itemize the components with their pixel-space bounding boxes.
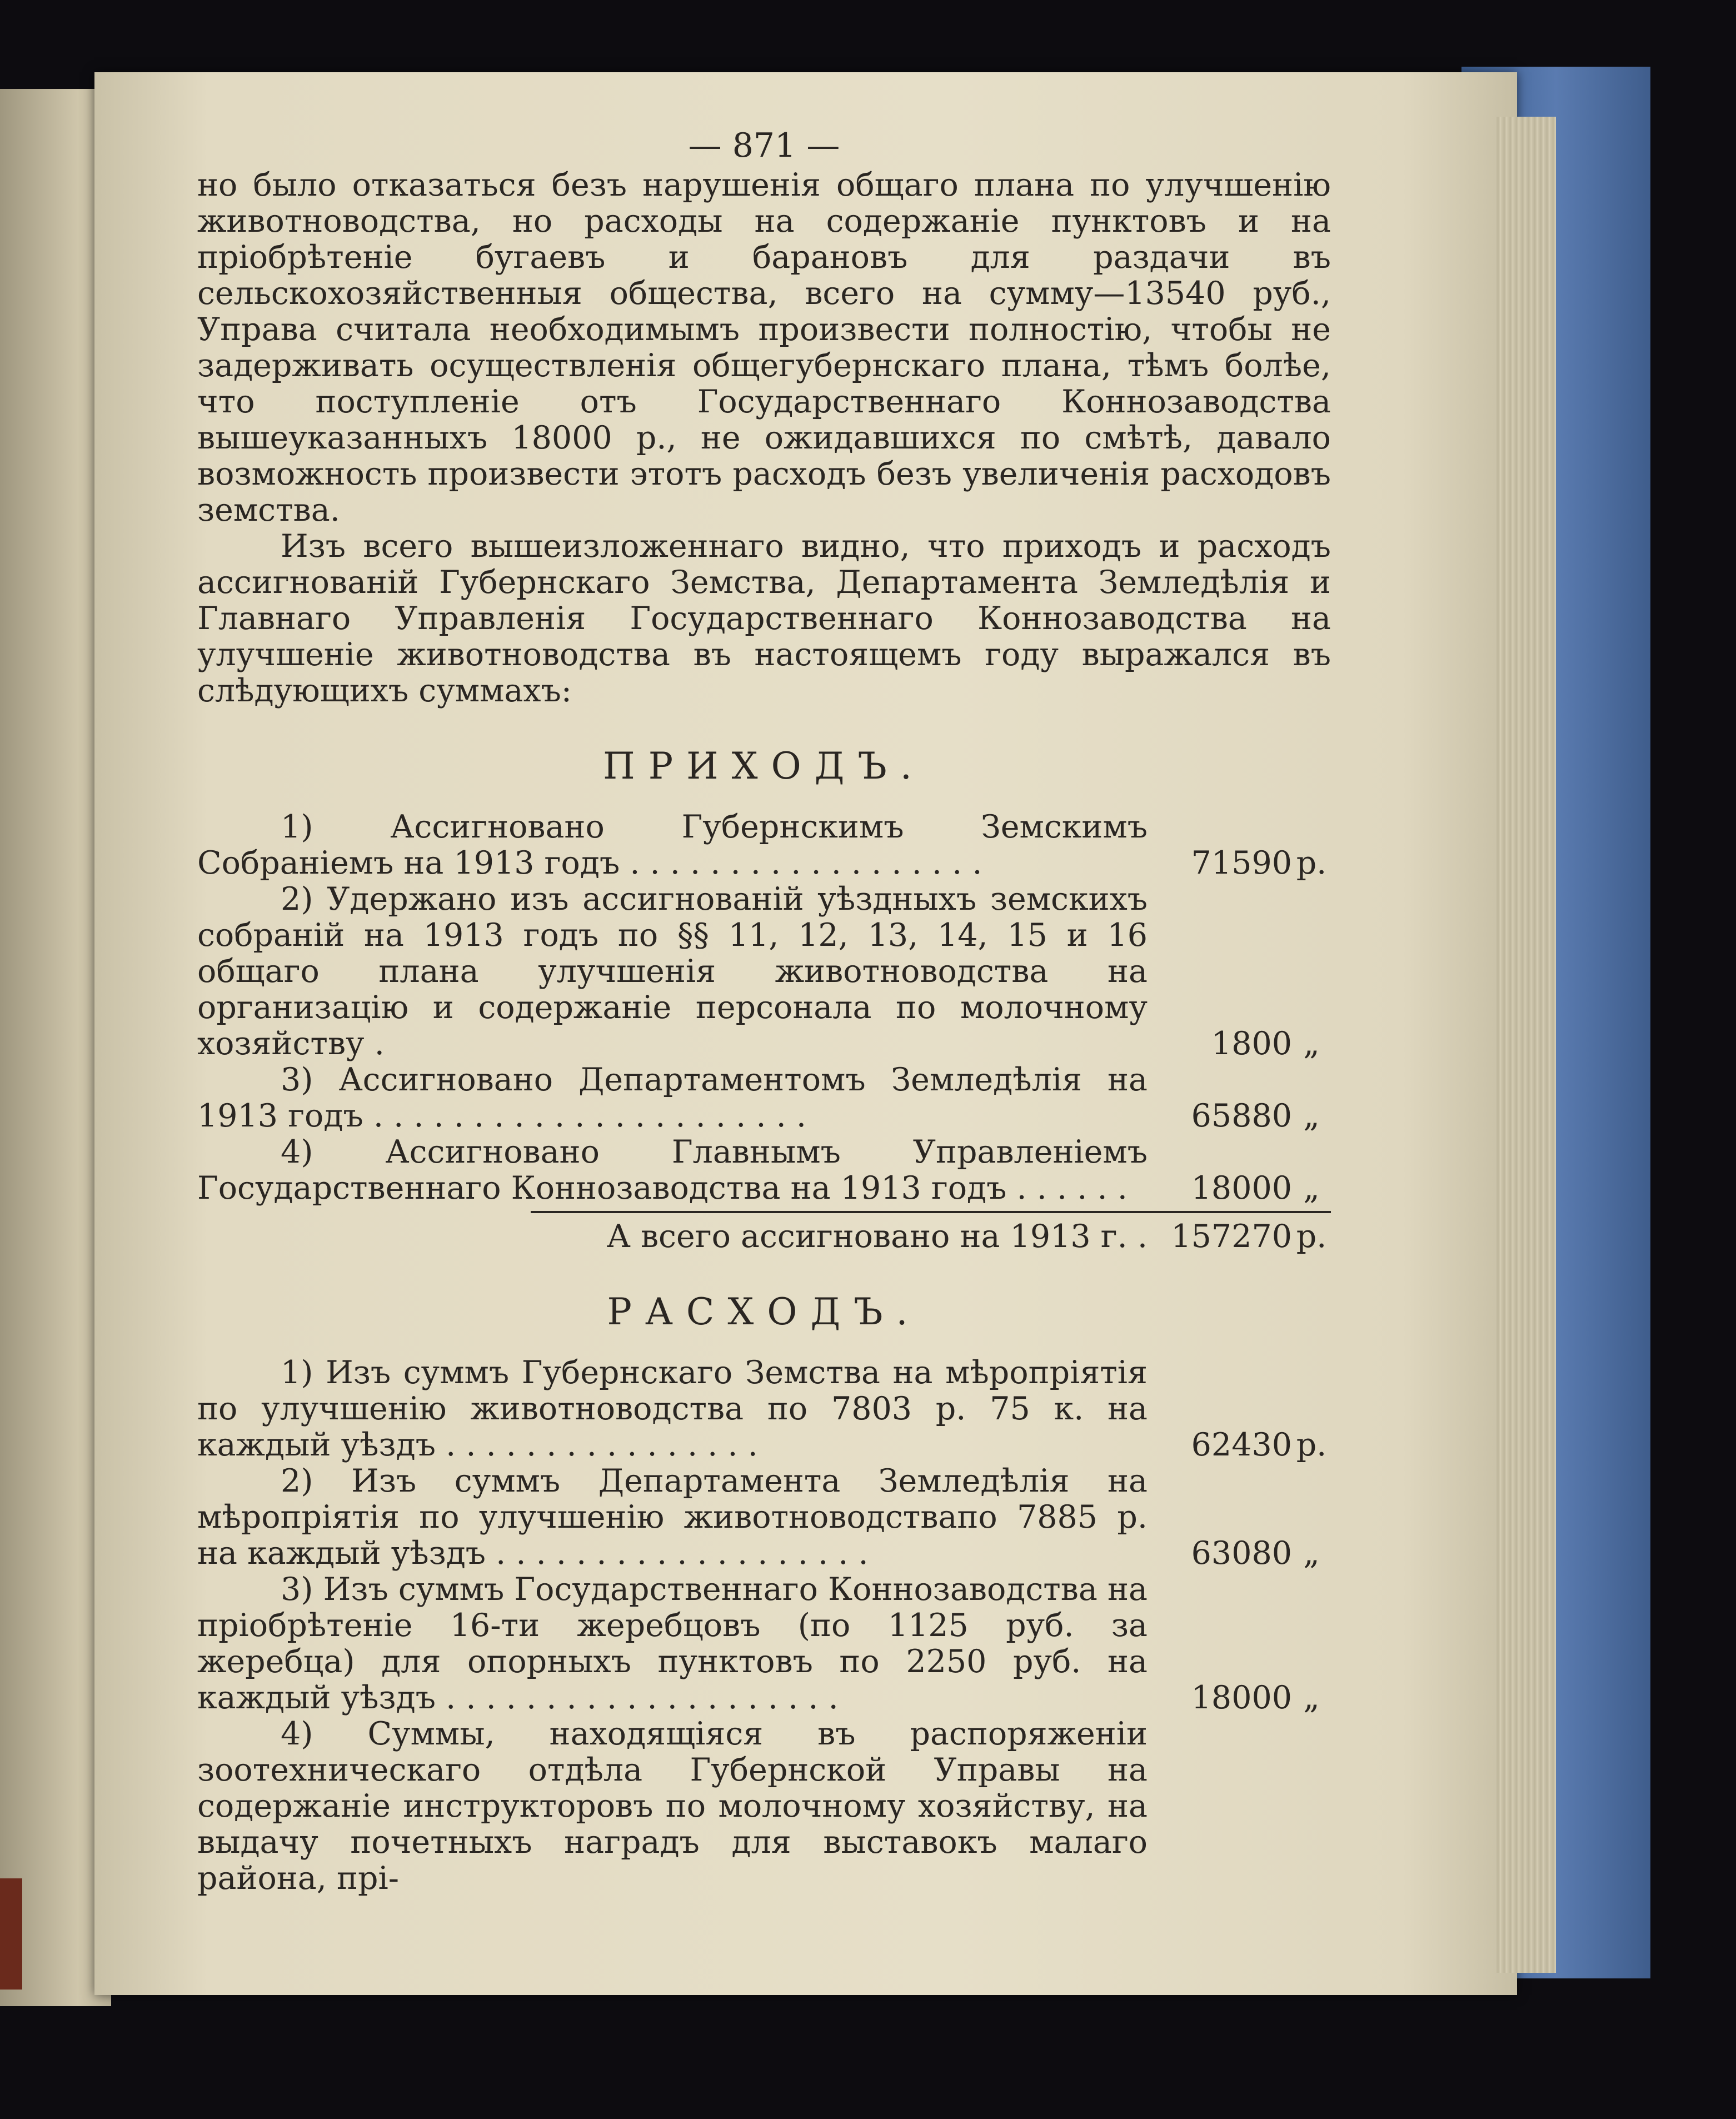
expense-last-paragraph: 4) Суммы, находящіяся въ распоряженіи зоотехническаго отдѣла Губернской Управы на содержаніе инструкторовъ по молочному хозяйству, на выдачу почетныхъ наградъ для выставокъ малаго района, прі- — [197, 1716, 1148, 1897]
expense-item — [197, 1463, 1331, 1572]
expense-item-text: 1) Изъ суммъ Губернскаго Земства на мѣропріятія по улучшенію животноводства по 7803 р. 75 к. на каждый уѣздъ . . . . . . . . . . . . . . . . — [197, 1354, 1148, 1463]
expense-item — [197, 1716, 1331, 1897]
summary-paragraph: Изъ всего вышеизложеннаго видно, что приходъ и расходъ ассигнованій Губернскаго Земства, Департамента Земледѣлія и Главнаго Управленія Государственнаго Коннозаводства на улучшеніе животноводства въ настоящемъ году выражался въ слѣдующихъ суммахъ: — [197, 528, 1331, 709]
income-total-amount: 157270 р. — [1171, 1218, 1327, 1255]
expense-item — [197, 1572, 1331, 1716]
income-item-amount: 65880 „ — [1191, 1098, 1320, 1134]
income-total-label: А всего ассигновано на 1913 г. . — [606, 1218, 1148, 1255]
expense-heading: РАСХОДЪ. — [607, 1290, 921, 1333]
income-item — [197, 1134, 1331, 1206]
income-item-text: 1) Ассигновано Губернскимъ Земскимъ Собраніемъ на 1913 годъ . . . . . . . . . . . . . . . . . . — [197, 809, 1148, 881]
income-total — [197, 1219, 1331, 1255]
intro-paragraph: но было отказаться безъ нарушенія общаго плана по улучшенію животноводства, но расходы на содержаніе пунктовъ и на пріобрѣтеніе бугаевъ и барановъ для раздачи въ сельскохозяйственныя общества, всего на сумму—13540 руб., Управа считала необходимымъ произвести полностію, чтобы не задерживать осуществленія общегубернскаго плана, тѣмъ болѣе, что поступленіе отъ Государственнаго Коннозаводства вышеуказанныхъ 18000 р., не ожидавшихся по смѣтѣ, давало возможность произвести этотъ расходъ безъ увеличенія расходовъ земства. — [197, 167, 1331, 528]
income-item — [197, 881, 1331, 1062]
income-item-text: 2) Удержано изъ ассигнованій уѣздныхъ земскихъ собраній на 1913 годъ по §§ 11, 12, 13, 14, 15 и 16 общаго плана улучшенія животноводства на организацію и содержаніе персонала по молочному хозяйству . — [197, 881, 1148, 1062]
binding-edge — [0, 1878, 22, 1990]
expense-item-text: 2) Изъ суммъ Департамента Земледѣлія на мѣропріятія по улучшенію животноводствапо 7885 р. на каждый уѣздъ . . . . . . . . . . . . . . . . . . . — [197, 1463, 1148, 1572]
income-item-amount: 71590 р. — [1191, 845, 1327, 881]
income-item-text: 4) Ассигновано Главнымъ Управленіемъ Государственнаго Коннозаводства на 1913 годъ . . . . . . — [197, 1134, 1148, 1206]
expense-item-amount: 63080 „ — [1191, 1535, 1320, 1572]
income-item-amount: 18000 „ — [1191, 1170, 1320, 1206]
total-rule — [531, 1211, 1331, 1213]
income-item-amount: 1800 „ — [1211, 1025, 1320, 1062]
income-item — [197, 1062, 1331, 1134]
page-text — [197, 128, 1331, 1897]
expense-item — [197, 1355, 1331, 1463]
expense-item-amount: 62430 р. — [1191, 1427, 1327, 1463]
page-stack-edges — [1495, 117, 1556, 1973]
income-item — [197, 809, 1331, 881]
page-number: — 871 — — [688, 126, 840, 165]
expense-item-amount: 18000 „ — [1191, 1679, 1320, 1716]
income-item-text: 3) Ассигновано Департаментомъ Земледѣлія на 1913 годъ . . . . . . . . . . . . . . . . . . . . . . — [197, 1061, 1148, 1134]
expense-item-text: 3) Изъ суммъ Государственнаго Коннозаводства на пріобрѣтеніе 16-ти жеребцовъ (по 1125 руб. за жеребца) для опорныхъ пунктовъ по 2250 руб. на каждый уѣздъ . . . . . . . . . . . . . . . . . . . . — [197, 1571, 1148, 1716]
income-heading: ПРИХОДЪ. — [603, 745, 925, 787]
